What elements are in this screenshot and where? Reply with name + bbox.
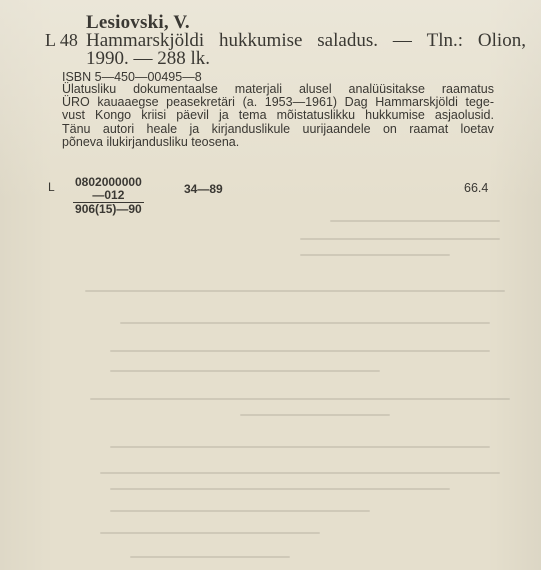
- annotation-word: alusel: [298, 82, 332, 96]
- annotation-word: ja: [218, 108, 229, 123]
- annotation-word: Kongo: [94, 108, 132, 123]
- annotation-word: peasekretäri: [166, 95, 235, 110]
- annotation-word: raamatus: [441, 82, 494, 96]
- isbn: ISBN 5—450—00495—8: [62, 70, 202, 84]
- annotation-word: uurijaandele: [302, 121, 371, 136]
- annotation-word: kriisi: [141, 108, 167, 123]
- annotation-word: heale: [146, 121, 178, 136]
- annotation-word: Hammarskjöldi: [375, 95, 458, 110]
- biblio-letter: L: [48, 180, 55, 194]
- annotation-word: tema: [238, 108, 267, 123]
- annotation-word: materjali: [234, 82, 283, 96]
- bleed-line: [110, 446, 490, 448]
- annotation-word: kirjanduslikule: [211, 121, 291, 136]
- annotation-line: [62, 136, 494, 149]
- annotation-word: autori: [102, 121, 135, 136]
- annotation-word: Ülatusliku: [62, 82, 117, 96]
- shelf-mark: L 48: [45, 30, 78, 50]
- annotation-word: on: [382, 121, 397, 136]
- annotation-word: analüüsitakse: [348, 82, 425, 96]
- bleed-line: [85, 290, 505, 292]
- bleed-line: [130, 556, 290, 558]
- annotation-word: hukkumise: [365, 108, 425, 123]
- bleed-line: [100, 472, 500, 474]
- bleed-line: [300, 238, 500, 240]
- bleed-through-text: [0, 210, 541, 570]
- bleed-line: [300, 254, 450, 256]
- annotation-word: vust: [62, 108, 85, 123]
- annotation-word: asjaolusid.: [434, 108, 494, 123]
- title-word: Olion,: [477, 30, 526, 51]
- title-word: saladus.: [317, 30, 378, 51]
- annotation-word: põneva ilukirjandusliku teosena.: [62, 134, 240, 149]
- bleed-line: [110, 370, 380, 372]
- bleed-line: [110, 488, 450, 490]
- bleed-line: [240, 414, 390, 416]
- annotation-word: 1953—1961): [264, 95, 338, 110]
- annotation-word: raamat: [409, 121, 449, 136]
- title-word: —: [392, 30, 412, 51]
- title-word: hukkumise: [219, 30, 303, 51]
- annotation-word: Tänu: [62, 121, 91, 136]
- annotation-word: ÜRO: [62, 95, 90, 110]
- biblio-numerator: 0802000000—012: [75, 175, 142, 202]
- annotation-word: (a.: [242, 95, 258, 110]
- bleed-line: [90, 398, 510, 400]
- annotation: [62, 83, 494, 149]
- annotation-word: Dag: [344, 95, 368, 110]
- annotation-word: tege-: [465, 95, 494, 110]
- annotation-line: [62, 109, 494, 122]
- title-line-2: 1990. — 288 lk.: [86, 48, 211, 69]
- price: 66.4: [464, 181, 489, 195]
- annotation-word: päevil: [176, 108, 209, 123]
- title-word: Tln.:: [426, 30, 464, 51]
- annotation-word: ja: [189, 121, 200, 136]
- bleed-line: [110, 350, 490, 352]
- annotation-word: mõistatuslikku: [276, 108, 356, 123]
- bleed-line: [100, 532, 320, 534]
- annotation-word: kauaaegse: [97, 95, 159, 110]
- annotation-word: dokumentaalse: [133, 82, 218, 96]
- biblio-denominator: 906(15)—90: [75, 202, 142, 216]
- annotation-word: loetav: [460, 121, 494, 136]
- author-name: Lesiovski, V.: [86, 12, 190, 33]
- bleed-line: [120, 322, 490, 324]
- title-word: Hammarskjöldi: [86, 30, 205, 51]
- order-code: 34—89: [184, 182, 223, 196]
- bleed-line: [110, 510, 370, 512]
- biblio-fraction: [73, 176, 144, 216]
- bleed-line: [330, 220, 500, 222]
